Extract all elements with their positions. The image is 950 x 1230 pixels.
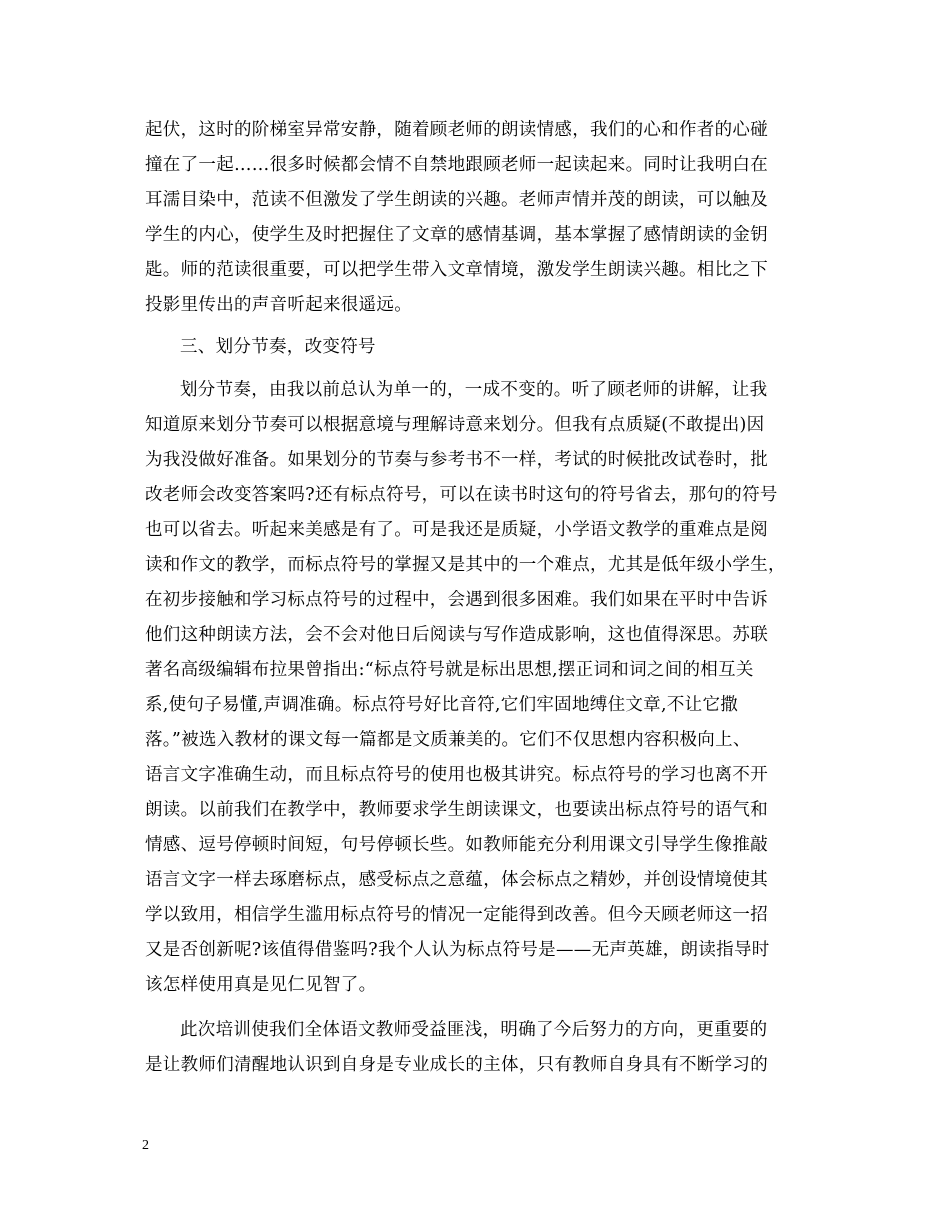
- page-number: 2: [142, 1138, 149, 1153]
- text-line: 他们这种朗读方法，会不会对他日后阅读与写作造成影响，这也值得深思。苏联: [145, 625, 768, 645]
- section-heading: 三、划分节奏，改变符号: [180, 337, 376, 357]
- text-line: 也可以省去。听起来美感是有了。可是我还是质疑，小学语文教学的重难点是阅: [145, 520, 768, 540]
- text-line: 又是否创新呢?该值得借鉴吗?我个人认为标点符号是——无声英雄，朗读指导时: [145, 940, 770, 960]
- text-line: 改老师会改变答案吗?还有标点符号，可以在读书时这句的符号省去，那句的符号: [145, 485, 778, 505]
- paragraph-first-line: 此次培训使我们全体语文教师受益匪浅，明确了今后努力的方向，更重要的: [180, 1020, 768, 1040]
- text-line: 落。”被选入教材的课文每一篇都是文质兼美的。它们不仅思想内容积极向上、: [145, 730, 751, 750]
- text-line: 著名高级编辑布拉果曾指出:“标点符号就是标出思想,摆正词和词之间的相互关: [145, 660, 754, 680]
- text-line: 是让教师们清醒地认识到自身是专业成长的主体，只有教师自身具有不断学习的: [145, 1055, 768, 1075]
- text-line: 匙。师的范读很重要，可以把学生带入文章情境，激发学生朗读兴趣。相比之下: [145, 260, 768, 280]
- text-line: 知道原来划分节奏可以根据意境与理解诗意来划分。但我有点质疑(不敢提出)因: [145, 415, 765, 435]
- text-line: 学生的内心，使学生及时把握住了文章的感情基调，基本掌握了感情朗读的金钥: [145, 225, 768, 245]
- text-line: 为我没做好准备。如果划分的节奏与参考书不一样，考试的时候批改试卷时，批: [145, 450, 768, 470]
- text-line: 该怎样使用真是见仁见智了。: [145, 975, 377, 995]
- text-line: 起伏，这时的阶梯室异常安静，随着顾老师的朗读情感，我们的心和作者的心碰: [145, 120, 768, 140]
- paragraph-first-line: 划分节奏，由我以前总认为单一的，一成不变的。听了顾老师的讲解，让我: [180, 380, 768, 400]
- text-line: 投影里传出的声音听起来很遥远。: [145, 295, 412, 315]
- text-line: 语言文字准确生动，而且标点符号的使用也极其讲究。标点符号的学习也离不开: [145, 765, 768, 785]
- text-line: 在初步接触和学习标点符号的过程中，会遇到很多困难。我们如果在平时中告诉: [145, 590, 768, 610]
- text-line: 读和作文的教学，而标点符号的掌握又是其中的一个难点，尤其是低年级小学生，: [145, 555, 786, 575]
- text-line: 朗读。以前我们在教学中，教师要求学生朗读课文，也要读出标点符号的语气和: [145, 800, 768, 820]
- text-line: 耳濡目染中，范读不但激发了学生朗读的兴趣。老师声情并茂的朗读，可以触及: [145, 190, 768, 210]
- text-line: 系,使句子易懂,声调准确。标点符号好比音符,它们牢固地缚住文章,不让它撒: [145, 695, 739, 715]
- text-line: 撞在了一起……很多时候都会情不自禁地跟顾老师一起读起来。同时让我明白在: [145, 155, 768, 175]
- text-line: 情感、逗号停顿时间短，句号停顿长些。如教师能充分利用课文引导学生像推敲: [145, 835, 768, 855]
- text-line: 学以致用，相信学生滥用标点符号的情况一定能得到改善。但今天顾老师这一招: [145, 905, 768, 925]
- text-line: 语言文字一样去琢磨标点，感受标点之意蕴，体会标点之精妙，并创设情境使其: [145, 870, 768, 890]
